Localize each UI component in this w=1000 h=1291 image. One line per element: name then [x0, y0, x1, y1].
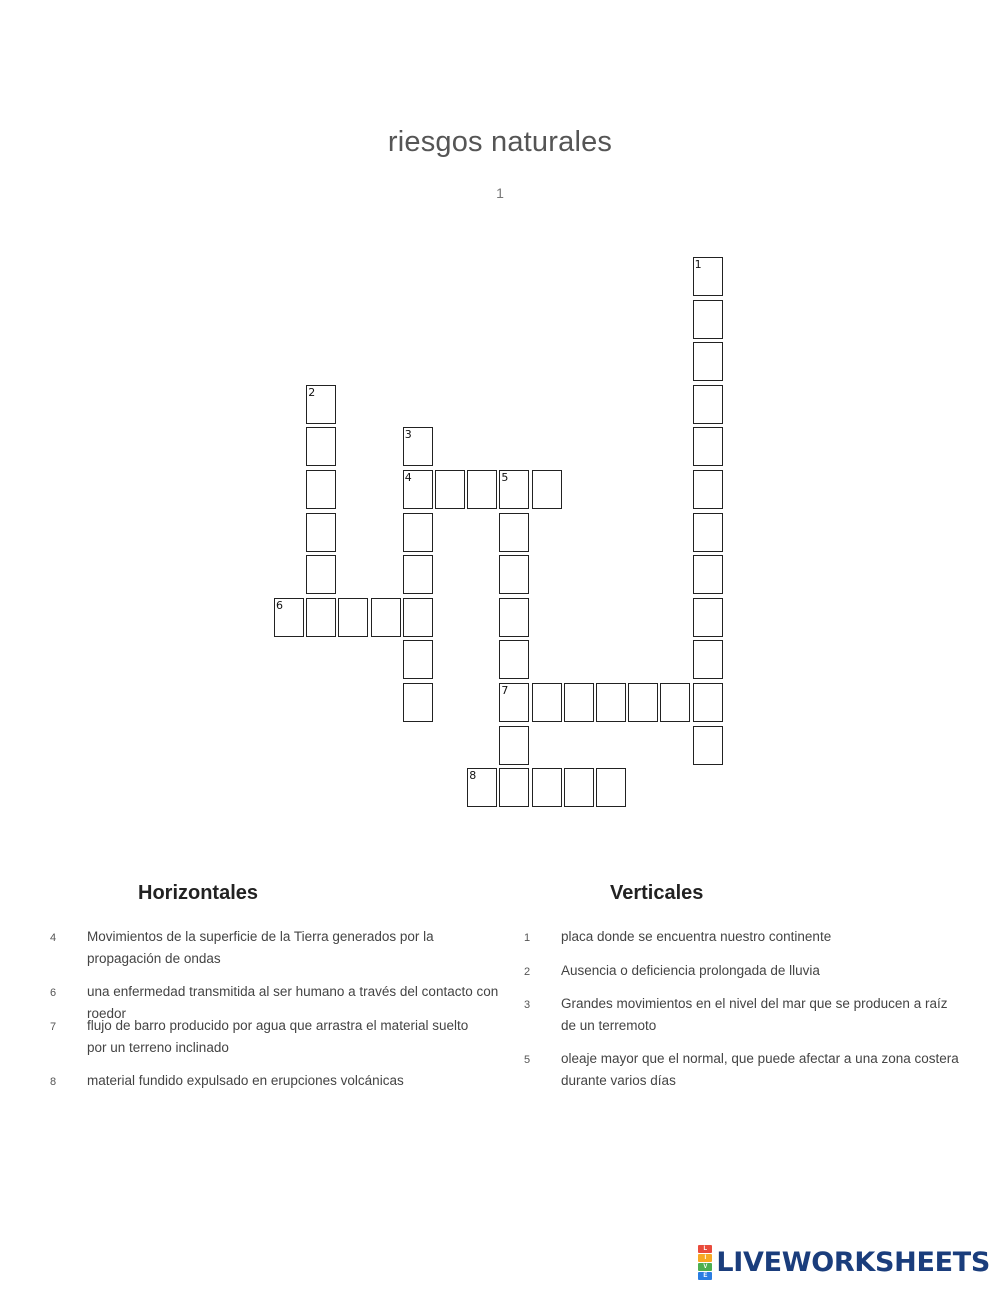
crossword-cell[interactable] — [564, 683, 594, 722]
clue-number: 8 — [50, 1076, 57, 1088]
crossword-cell[interactable] — [306, 598, 336, 637]
crossword-cell[interactable] — [693, 300, 723, 339]
logo-mark-letter: V — [698, 1263, 712, 1271]
crossword-cell[interactable] — [693, 726, 723, 765]
cell-number: 6 — [276, 598, 283, 612]
crossword-cell[interactable] — [693, 555, 723, 594]
clue-number: 6 — [50, 987, 57, 999]
clue-number: 7 — [50, 1021, 57, 1033]
clue-text: Movimientos de la superficie de la Tierra generados por la propagación de ondas — [87, 929, 434, 966]
cell-number: 8 — [469, 769, 477, 783]
clue-text: Grandes movimientos en el nivel del mar que se producen a raíz de un terremoto — [561, 996, 948, 1033]
crossword-cell[interactable] — [403, 640, 433, 679]
crossword-cell[interactable] — [693, 342, 723, 381]
crossword-cell[interactable] — [499, 598, 529, 637]
cell-number: 1 — [694, 258, 702, 271]
crossword-cell[interactable] — [403, 555, 433, 594]
crossword-cell[interactable] — [564, 768, 594, 807]
verticales-heading: Verticales — [610, 882, 704, 904]
clue-text: oleaje mayor que el normal, que puede afectar a una zona costera durante varios días — [561, 1051, 959, 1088]
worksheet-title: riesgos naturales — [387, 126, 613, 158]
cell-number: 2 — [308, 385, 316, 399]
crossword-cell[interactable] — [596, 768, 626, 807]
clue-text: placa donde se encuentra nuestro continente — [561, 929, 832, 944]
cell-number: 3 — [404, 428, 412, 442]
crossword-cell[interactable] — [532, 768, 562, 807]
logo-text: LIVEWORKSHEETS — [716, 1246, 990, 1278]
crossword-cell[interactable] — [499, 640, 529, 679]
crossword-cell[interactable] — [693, 513, 723, 552]
crossword-cell[interactable] — [467, 768, 497, 807]
crossword-cell[interactable] — [532, 683, 562, 722]
logo-mark-letter: L — [698, 1245, 712, 1253]
clue-text: Ausencia o deficiencia prolongada de lluvia — [561, 963, 820, 978]
crossword-cell[interactable] — [499, 555, 529, 594]
crossword-cell[interactable] — [596, 683, 626, 722]
clue-text: una enfermedad transmitida al ser humano a través del contacto con roedor — [87, 984, 499, 1021]
crossword-cell[interactable] — [693, 257, 723, 296]
cell-number: 7 — [501, 684, 509, 697]
crossword-cell[interactable] — [306, 470, 336, 509]
horizontales-heading: Horizontales — [138, 882, 259, 904]
clue-text: material fundido expulsado en erupciones volcánicas — [87, 1073, 404, 1088]
crossword-cell[interactable] — [306, 555, 336, 594]
page-number: 1 — [496, 185, 504, 201]
crossword-cell[interactable] — [371, 598, 401, 637]
crossword-cell[interactable] — [693, 598, 723, 637]
clue-number: 2 — [524, 966, 531, 978]
crossword-cell[interactable] — [693, 470, 723, 509]
crossword-cell[interactable] — [403, 427, 433, 466]
logo-mark-letter: E — [698, 1272, 712, 1280]
crossword-cell[interactable] — [660, 683, 690, 722]
crossword-cell[interactable] — [693, 427, 723, 466]
crossword-cell[interactable] — [499, 513, 529, 552]
clue-number: 3 — [524, 999, 531, 1011]
crossword-cell[interactable] — [306, 385, 336, 424]
clue-number: 1 — [524, 932, 531, 944]
crossword-cell[interactable] — [403, 470, 433, 509]
crossword-cell[interactable] — [499, 768, 529, 807]
crossword-cell[interactable] — [403, 598, 433, 637]
crossword-cell[interactable] — [306, 427, 336, 466]
cell-number: 4 — [404, 471, 412, 484]
crossword-cell[interactable] — [338, 598, 368, 637]
cell-number: 5 — [501, 471, 509, 484]
crossword-cell[interactable] — [499, 726, 529, 765]
clue-number: 4 — [50, 932, 57, 944]
crossword-cell[interactable] — [499, 470, 529, 509]
crossword-cell[interactable] — [435, 470, 465, 509]
crossword-cell[interactable] — [467, 470, 497, 509]
crossword-cell[interactable] — [499, 683, 529, 722]
logo-mark-icon — [698, 1245, 712, 1280]
logo-mark-letter: I — [698, 1254, 712, 1262]
crossword-cell[interactable] — [403, 513, 433, 552]
crossword-cell[interactable] — [693, 385, 723, 424]
clue-number: 5 — [524, 1054, 531, 1066]
crossword-cell[interactable] — [693, 683, 723, 722]
crossword-cell[interactable] — [693, 640, 723, 679]
liveworksheets-logo — [698, 1247, 990, 1277]
crossword-cell[interactable] — [306, 513, 336, 552]
crossword-cell[interactable] — [403, 683, 433, 722]
crossword-cell[interactable] — [274, 598, 304, 637]
clue-text: flujo de barro producido por agua que arrastra el material suelto por un terreno inclinado — [87, 1018, 469, 1055]
crossword-cell[interactable] — [628, 683, 658, 722]
crossword-cell[interactable] — [532, 470, 562, 509]
